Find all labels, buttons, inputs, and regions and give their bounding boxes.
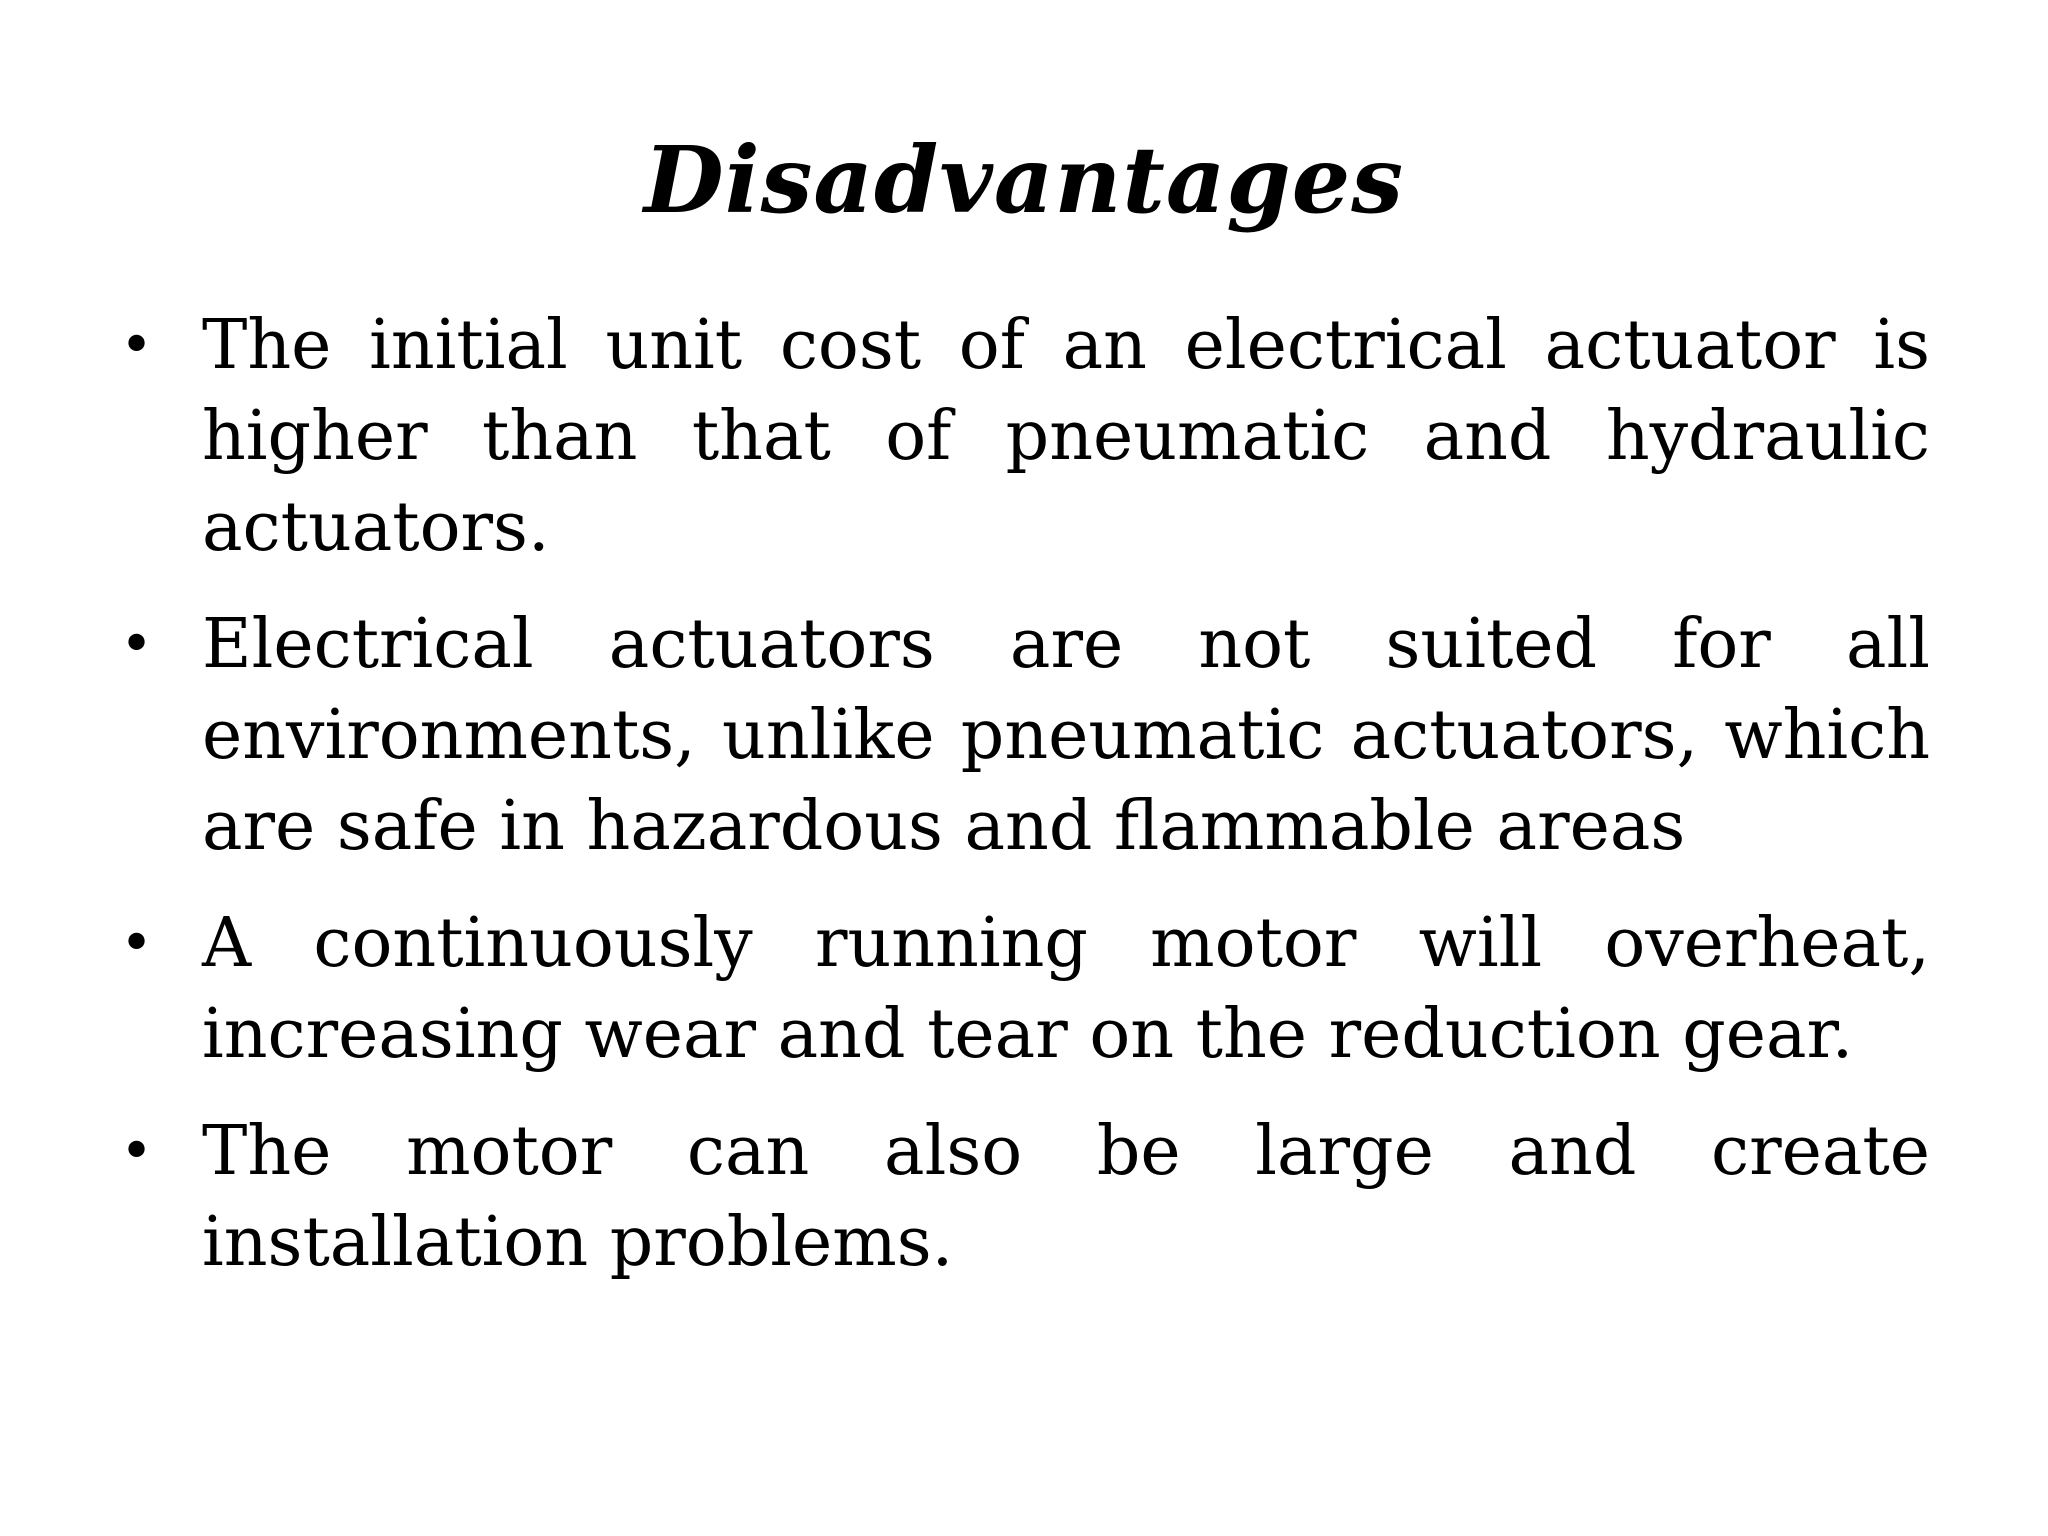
bullet-list [120,300,1930,1314]
bullet-item-3 [120,898,1930,1080]
bullet-item-1 [120,300,1930,573]
bullet-dot-icon: • [120,612,154,677]
bullet-item-2 [120,599,1930,872]
bullet-item-4 [120,1106,1930,1288]
bullet-dot-icon: • [120,313,154,378]
bullet-dot-icon: • [120,911,154,976]
slide-title: Disadvantages [643,126,1405,234]
bullet-text: The initial unit cost of an electrical actuator is higher than that of pneumatic and hydraulic actuators. [202,306,1930,567]
bullet-text: A continuously running motor will overheat, increasing wear and tear on the reduction gear. [202,904,1930,1074]
bullet-text: The motor can also be large and create installation problems. [202,1112,1930,1282]
bullet-text: Electrical actuators are not suited for all environments, unlike pneumatic actuators, which are safe in hazardous and flammable areas [202,605,1930,866]
bullet-dot-icon: • [120,1119,154,1184]
